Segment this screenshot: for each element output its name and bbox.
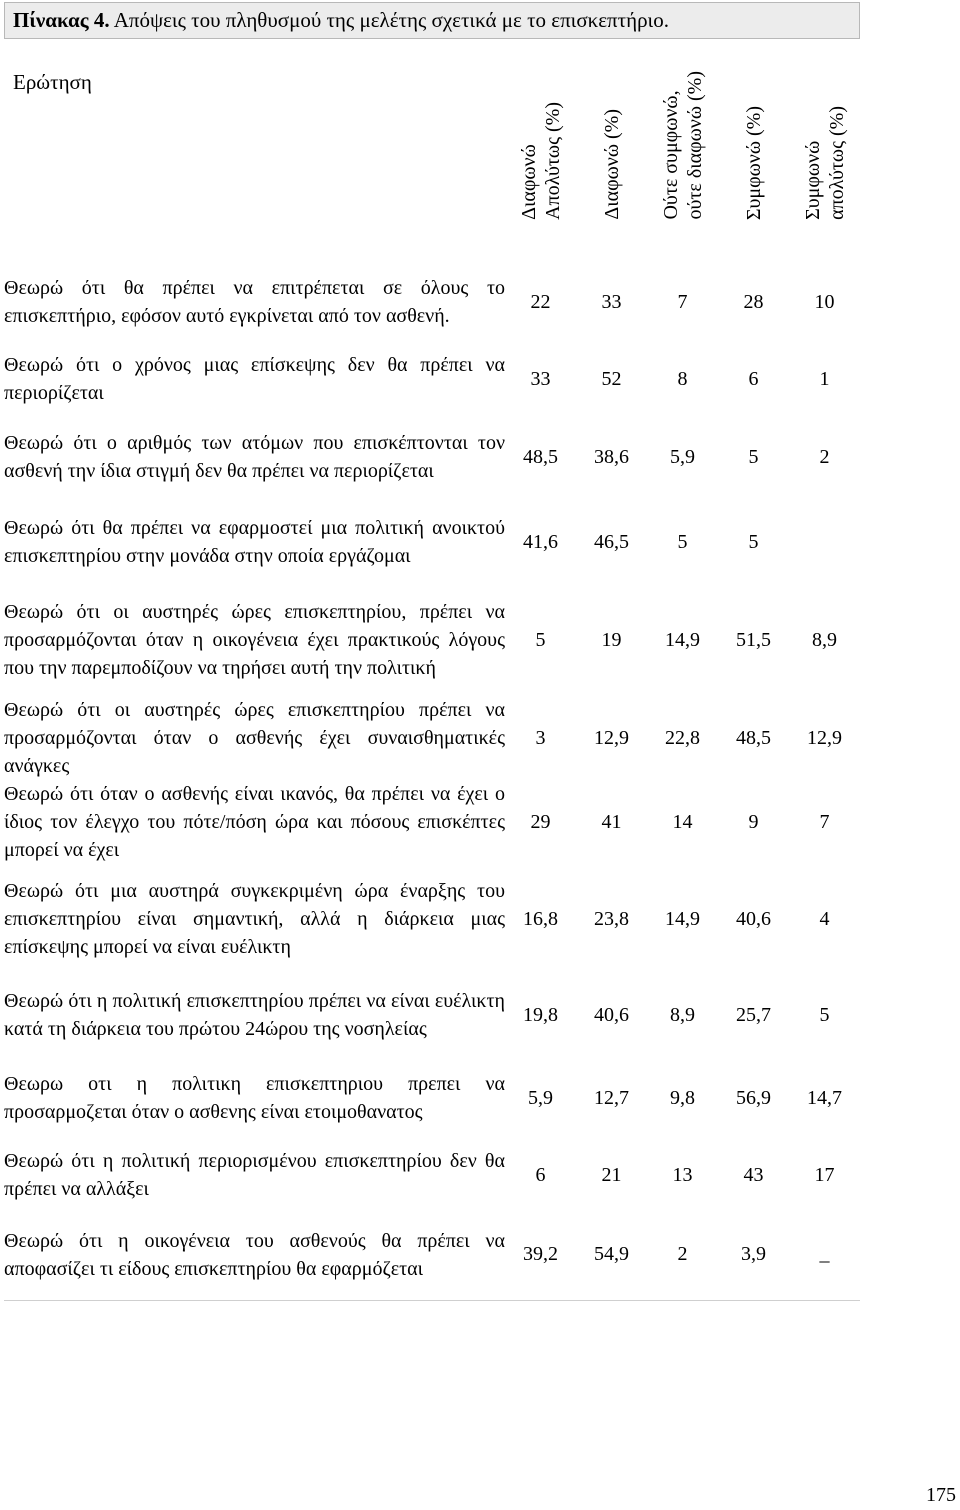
value-cell: 51,5 <box>736 628 771 651</box>
column-header-label: Συμφωνώ (%) <box>742 105 765 220</box>
table-row <box>4 864 860 974</box>
value-cell: 16,8 <box>523 907 558 930</box>
column-header <box>505 40 576 260</box>
value-cell: 8 <box>677 367 688 390</box>
question-cell: Θεωρώ ότι η πολιτική επισκεπτηρίου πρέπει να είναι ευέλικτη κατά τη διάρκεια του πρώτου 24ώρου της νοσηλείας <box>4 990 505 1040</box>
value-cell: 12,9 <box>807 726 842 749</box>
value-cell: 5,9 <box>670 445 695 468</box>
table-row <box>4 1056 860 1140</box>
value-cell: 54,9 <box>576 1210 647 1300</box>
value-cell: 5,9 <box>528 1086 553 1109</box>
table-row <box>4 696 860 780</box>
value-cell: 56,9 <box>736 1086 771 1109</box>
table-row <box>4 500 860 584</box>
value-cell: 5 <box>535 628 546 651</box>
value-cell: 22,8 <box>665 726 700 749</box>
question-cell: Θεωρώ ότι οι αυστηρές ώρες επισκεπτηρίου, πρέπει να προσαρμόζονται όταν η οικογένεια έχει πρακτικούς λόγους που την παρεμποδίζουν να τηρήσει αυτή την πολιτική <box>4 601 505 679</box>
value-cell: 7 <box>677 290 688 313</box>
value-cell <box>789 500 860 584</box>
table-row <box>4 780 860 864</box>
value-cell: 3 <box>535 726 546 749</box>
value-cell: 19 <box>601 628 622 651</box>
value-cell: 14,9 <box>665 628 700 651</box>
question-cell: Θεωρώ ότι ο αριθμός των ατόμων που επισκέπτονται τον ασθενή την ίδια στιγμή δεν θα πρέπει να περιορίζεται <box>4 432 505 482</box>
column-header-label: Διαφωνώ Απολύτως (%) <box>517 102 564 220</box>
value-cell: 3,9 <box>718 1210 789 1300</box>
value-cell: 17 <box>814 1163 835 1186</box>
question-cell: Θεωρώ ότι όταν ο ασθενής είναι ικανός, θα πρέπει να έχει ο ίδιος τον έλεγχο του πότε/πόση ώρα και πόσους επισκέπτες μπορεί να έχει <box>4 783 505 861</box>
survey-table <box>4 40 860 1301</box>
value-cell: 4 <box>819 907 830 930</box>
table-row <box>4 260 860 344</box>
column-header <box>647 40 718 260</box>
value-cell: 7 <box>819 810 830 833</box>
value-cell: 25,7 <box>736 1003 771 1026</box>
table-row <box>4 344 860 414</box>
table-caption <box>4 2 860 39</box>
value-cell: 46,5 <box>594 530 629 553</box>
page-number: 175 <box>926 1484 956 1506</box>
value-cell: 41 <box>601 810 622 833</box>
column-header <box>789 40 860 260</box>
value-cell: 39,2 <box>505 1210 576 1300</box>
table-caption-label: Πίνακας 4. <box>13 8 110 32</box>
table-header-row <box>4 40 860 260</box>
question-cell: Θεωρώ ότι οι αυστηρές ώρες επισκεπτηρίου πρέπει να προσαρμόζονται όταν ο ασθενής έχει συναισθηματικές ανάγκες <box>4 699 505 777</box>
value-cell: 5 <box>748 445 759 468</box>
value-cell: 48,5 <box>523 445 558 468</box>
value-cell: 33 <box>530 367 551 390</box>
table-row <box>4 1140 860 1210</box>
value-cell: 9 <box>748 810 759 833</box>
table-row <box>4 584 860 696</box>
question-column-header: Ερώτηση <box>13 70 92 94</box>
question-cell: Θεωρώ ότι μια αυστηρά συγκεκριμένη ώρα έναρξης του επισκεπτηρίου είναι σημαντική, αλλά η διάρκεια μιας επίσκεψης μπορεί να είναι ευέλικτη <box>4 880 505 958</box>
value-cell: 38,6 <box>594 445 629 468</box>
value-cell: 19,8 <box>523 1003 558 1026</box>
table-caption-text: Απόψεις του πληθυσμού της μελέτης σχετικά με το επισκεπτήριο. <box>113 8 669 32</box>
value-cell: 6 <box>748 367 759 390</box>
question-cell: Θεωρω οτι η πολιτικη επισκεπτηριου πρεπει να προσαρμοζεται όταν ο ασθενης είναι ετοιμοθανατος <box>4 1073 505 1123</box>
value-cell: 1 <box>819 367 830 390</box>
value-cell: 12,9 <box>594 726 629 749</box>
value-cell: 21 <box>601 1163 622 1186</box>
question-cell: Θεωρώ ότι θα πρέπει να εφαρμοστεί μια πολιτική ανοικτού επισκεπτηρίου στην μονάδα στην οποία εργάζομαι <box>4 517 505 567</box>
table-body <box>4 260 860 1300</box>
table-row <box>4 974 860 1056</box>
value-cell: 14,7 <box>807 1086 842 1109</box>
value-cell: 22 <box>530 290 551 313</box>
value-cell: _ <box>789 1210 860 1300</box>
value-cell: 14 <box>672 810 693 833</box>
value-cell: 5 <box>819 1003 830 1026</box>
value-cell: 5 <box>748 530 759 553</box>
value-cell: 29 <box>530 810 551 833</box>
value-cell: 8,9 <box>812 628 837 651</box>
question-cell: Θεωρώ ότι η οικογένεια του ασθενούς θα πρέπει να αποφασίζει τι είδους επισκεπτηρίου θα εφαρμόζεται <box>4 1210 505 1300</box>
value-cell: 10 <box>814 290 835 313</box>
value-cell: 6 <box>535 1163 546 1186</box>
value-cell: 8,9 <box>670 1003 695 1026</box>
question-cell: Θεωρώ ότι ο χρόνος μιας επίσκεψης δεν θα πρέπει να περιορίζεται <box>4 354 505 404</box>
value-cell: 2 <box>647 1210 718 1300</box>
value-cell: 12,7 <box>594 1086 629 1109</box>
value-cell: 5 <box>677 530 688 553</box>
column-header <box>576 40 647 260</box>
question-cell: Θεωρώ ότι θα πρέπει να επιτρέπεται σε όλους το επισκεπτήριο, εφόσον αυτό εγκρίνεται από τον ασθενή. <box>4 277 505 327</box>
column-header <box>718 40 789 260</box>
value-cell: 40,6 <box>736 907 771 930</box>
value-cell: 48,5 <box>736 726 771 749</box>
value-cell: 40,6 <box>594 1003 629 1026</box>
value-cell: 43 <box>743 1163 764 1186</box>
value-cell: 41,6 <box>523 530 558 553</box>
value-cell: 33 <box>601 290 622 313</box>
column-header-label: Συμφωνώ απολύτως (%) <box>801 106 848 220</box>
value-cell: 9,8 <box>670 1086 695 1109</box>
value-cell: 28 <box>743 290 764 313</box>
value-cell: 52 <box>601 367 622 390</box>
table-row <box>4 414 860 500</box>
column-header-label: Ούτε συμφωνώ, ούτε διαφωνώ (%) <box>659 71 706 220</box>
value-cell: 13 <box>672 1163 693 1186</box>
value-cell: 23,8 <box>594 907 629 930</box>
value-cell: 2 <box>819 445 830 468</box>
column-header-label: Διαφωνώ (%) <box>600 109 623 220</box>
table-row <box>4 1210 860 1300</box>
value-cell: 14,9 <box>665 907 700 930</box>
question-cell: Θεωρώ ότι η πολιτική περιορισμένου επισκεπτηρίου δεν θα πρέπει να αλλάξει <box>4 1150 505 1200</box>
